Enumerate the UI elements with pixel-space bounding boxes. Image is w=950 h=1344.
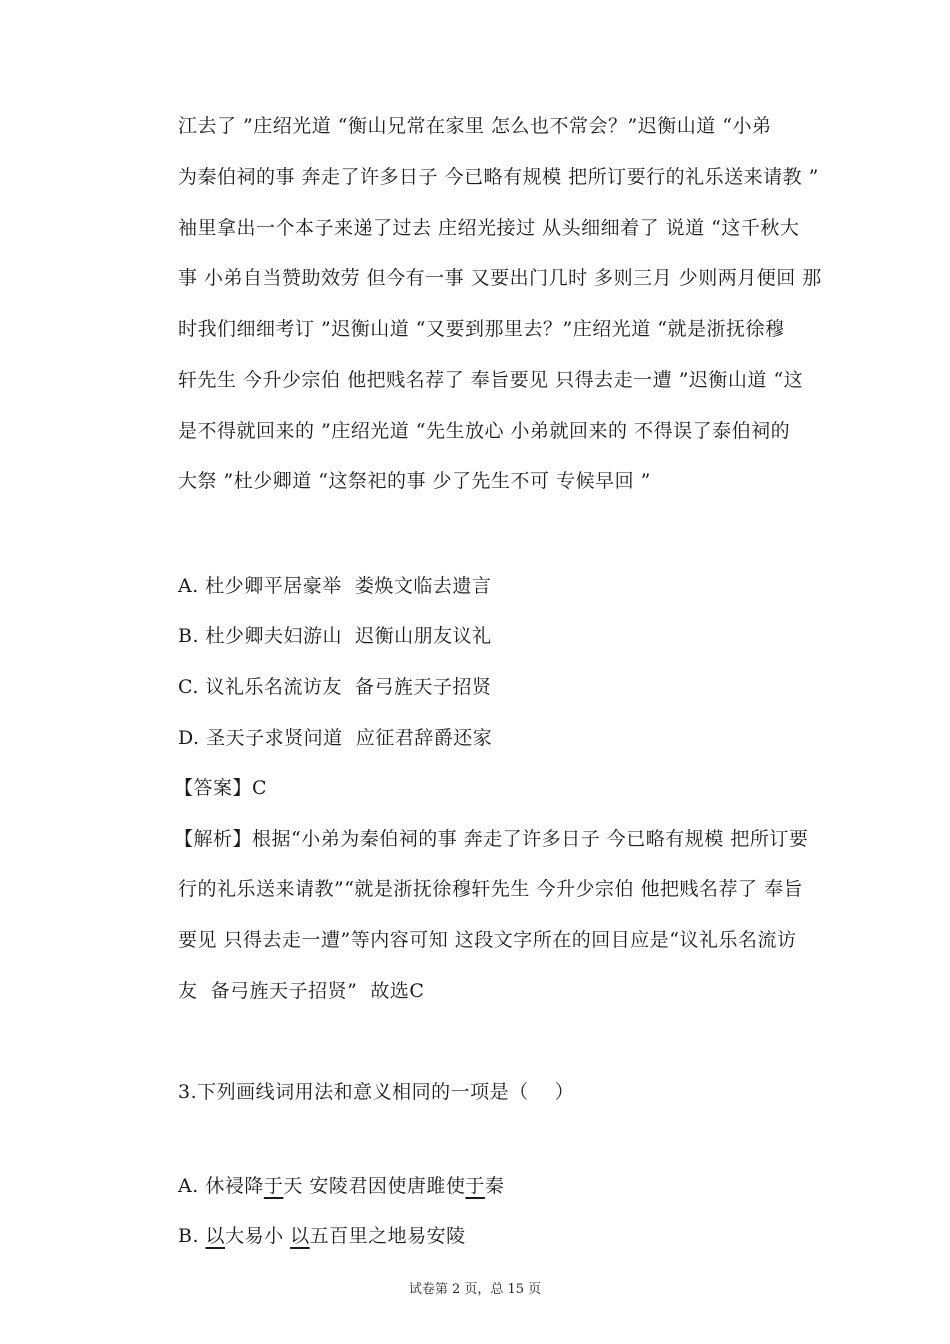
passage-line: 为秦伯祠的事 奔走了许多日子 今已略有规模 把所订要行的礼乐送来请教 ” bbox=[178, 166, 819, 188]
q3-option-a bbox=[178, 1174, 504, 1198]
option-label: B. bbox=[178, 1225, 206, 1247]
option-text: 大易小 bbox=[225, 1225, 291, 1247]
page-footer: 试卷第 2 页，总 15 页 bbox=[408, 1282, 542, 1297]
analysis-line: 【解析】根据“小弟为秦伯祠的事 奔走了许多日子 今已略有规模 把所订要 bbox=[174, 828, 809, 850]
underlined-word: 以 bbox=[205, 1225, 226, 1247]
analysis-line: 要见 只得去走一遭”等内容可知 这段文字所在的回目应是“议礼乐名流访 bbox=[178, 929, 797, 951]
option-text: 秦 bbox=[484, 1175, 505, 1197]
underlined-word: 以 bbox=[290, 1225, 310, 1247]
passage-line: 袖里拿出一个本子来递了过去 庄绍光接过 从头细细着了 说道 “这千秋大 bbox=[178, 217, 800, 239]
answer-line: 【答案】C bbox=[174, 777, 268, 799]
option-text: 休祲降 bbox=[205, 1175, 264, 1197]
option-c: C. 议礼乐名流访友 备弓旌天子招贤 bbox=[178, 676, 492, 698]
option-a: A. 杜少卿平居豪举 娄焕文临去遗言 bbox=[178, 575, 492, 597]
passage-line: 事 小弟自当赞助效劳 但今有一事 又要出门几时 多则三月 少则两月便回 那 bbox=[178, 267, 822, 289]
option-text: 五百里之地易安陵 bbox=[309, 1225, 466, 1247]
underlined-word: 于 bbox=[263, 1175, 284, 1197]
analysis-line: 行的礼乐送来请教”“就是浙抚徐穆轩先生 今升少宗伯 他把贱名荐了 奉旨 bbox=[178, 878, 804, 900]
option-d: D. 圣天子求贤问道 应征君辞爵还家 bbox=[178, 727, 493, 749]
analysis-line: 友 备弓旌天子招贤” 故选C bbox=[178, 980, 425, 1002]
passage-line: 时我们细细考订 ”迟衡山道 “又要到那里去？”庄绍光道 “就是浙抚徐穆 bbox=[178, 318, 785, 340]
passage-line: 轩先生 今升少宗伯 他把贱名荐了 奉旨要见 只得去走一遭 ”迟衡山道 “这 bbox=[178, 369, 804, 391]
question-3-stem: 3.下列画线词用法和意义相同的一项是（ ） bbox=[178, 1081, 575, 1103]
passage-line: 江去了 ”庄绍光道 “衡山兄常在家里 怎么也不常会？”迟衡山道 “小弟 bbox=[178, 115, 772, 137]
option-b: B. 杜少卿夫妇游山 迟衡山朋友议礼 bbox=[178, 625, 492, 647]
option-text: 天 安陵君因使唐雎使 bbox=[283, 1175, 466, 1197]
passage-line: 大祭 ”杜少卿道 “这祭祀的事 少了先生不可 专候早回 ” bbox=[178, 470, 651, 492]
passage-line: 是不得就回来的 ”庄绍光道 “先生放心 小弟就回来的 不得误了泰伯祠的 bbox=[178, 420, 791, 442]
option-label: A. bbox=[178, 1175, 206, 1197]
q3-option-b bbox=[178, 1224, 466, 1248]
underlined-word: 于 bbox=[465, 1175, 485, 1197]
